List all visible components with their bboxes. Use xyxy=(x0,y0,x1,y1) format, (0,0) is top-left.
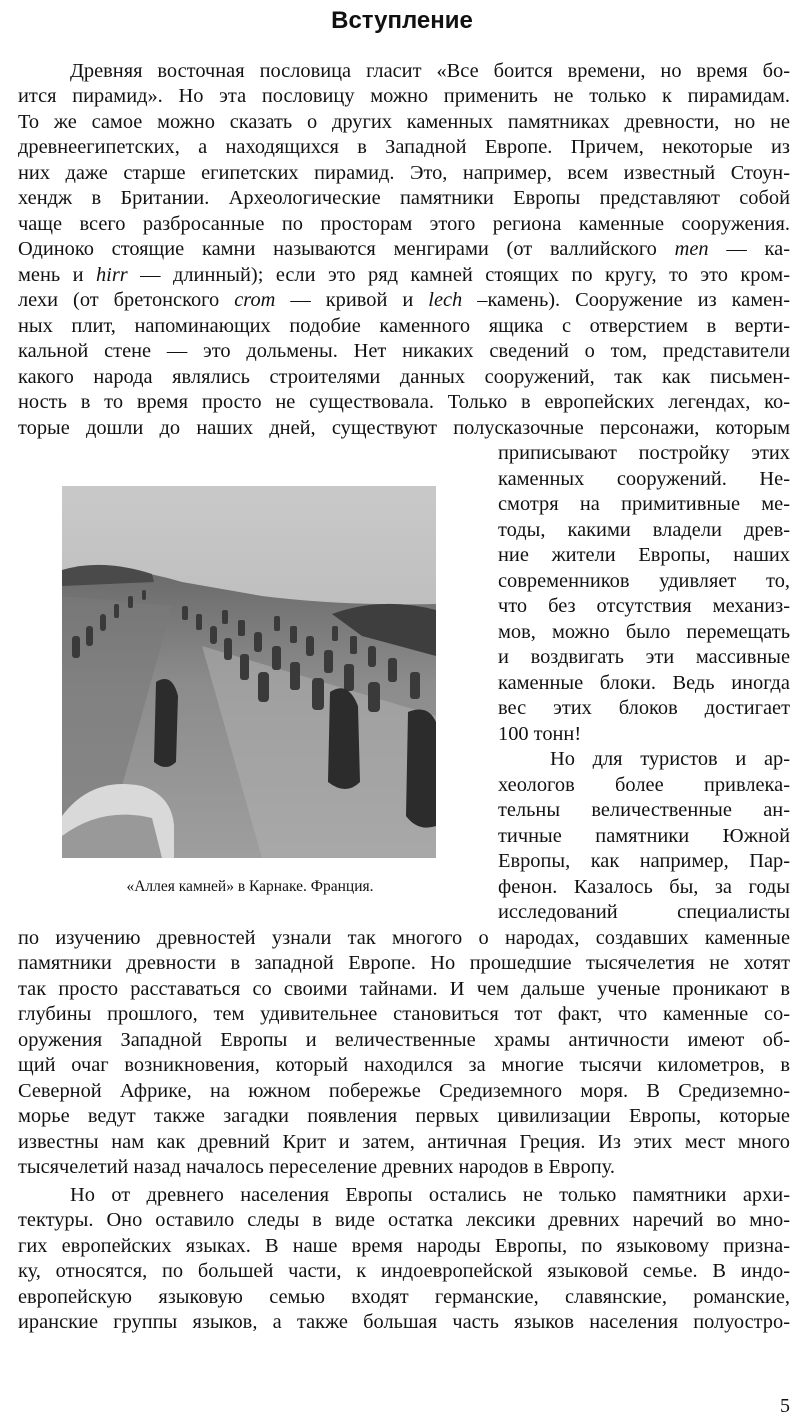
text-line: каменных сооружений. Не- xyxy=(498,468,790,490)
text-line: каменные блоки. Ведь иногда xyxy=(498,672,790,694)
carnac-stones-photo xyxy=(62,486,436,858)
text-line: них даже старше египетских пирамид. Это, например, всем известный Стоун- xyxy=(18,162,790,184)
text-line: хеологов более привлека- xyxy=(498,774,790,796)
text-line: европейскую языковую семью входят германские, славянские, романские, xyxy=(18,1286,790,1308)
text-line: памятники древности в западной Европе. Но прошедшие тысячелетия не хотят xyxy=(18,952,790,974)
text-line: по изучению древностей узнали так многого о народах, создавших каменные xyxy=(18,927,790,949)
text-line: щий очаг возникновения, который находился за многие тысячи километров, в xyxy=(18,1054,790,1076)
text-line: приписывают постройку этих xyxy=(498,442,790,464)
text-line: фенон. Казалось бы, за годы xyxy=(498,876,790,898)
text-line: ность в то время просто не существовала. Только в европейских легендах, ко- xyxy=(18,391,790,413)
text-line: хендж в Британии. Археологические памятники Европы представляют собой xyxy=(18,187,790,209)
text-line: Одиноко стоящие камни называются менгирами (от валлийского men — ка- xyxy=(18,238,790,260)
text-line: морье ведут также загадки появления первых цивилизации Европы, которые xyxy=(18,1105,790,1127)
text-line: исследований специалисты xyxy=(498,901,790,923)
text-line: чаще всего разбросанные по просторам этого региона каменные сооружения. xyxy=(18,213,790,235)
text-line: тысячелетий назад началось переселение древних народов в Европу. xyxy=(18,1156,615,1178)
photo-caption: «Аллея камней» в Карнаке. Франция. xyxy=(126,878,374,895)
text-line: древнеегипетских, а находящихся в Западной Европе. Причем, некоторые из xyxy=(18,136,790,158)
text-line: оружения Западной Европы и величественные храмы античности имеют об- xyxy=(18,1029,790,1051)
page-number: 5 xyxy=(780,1395,790,1417)
text-line: торые дошли до наших дней, существуют полусказочные персонажи, которым xyxy=(18,417,790,439)
text-line: современников удивляет то, xyxy=(498,570,790,592)
text-line: ку, относятся, по большей части, к индоевропейской языковой семье. В индо- xyxy=(18,1260,790,1282)
text-line: мень и hirr — длинный); если это ряд камней стоящих по кругу, то это кром- xyxy=(18,264,790,286)
text-line: так просто расставаться со своими тайнами. И чем дальше ученые проникают в xyxy=(18,978,790,1000)
text-line: гих европейских языках. В наше время народы Европы, по языковому призна- xyxy=(18,1235,790,1257)
text-line: тичные памятники Южной xyxy=(498,825,790,847)
text-line: ние жители Европы, наших xyxy=(498,544,790,566)
page-title: Вступление xyxy=(331,7,473,34)
text-line: глубины прошлого, тем удивительнее становиться тот факт, что каменные со- xyxy=(18,1003,790,1025)
text-line: Но для туристов и ар- xyxy=(550,748,790,770)
text-line: что без отсутствия механиз- xyxy=(498,595,790,617)
text-line: То же самое можно сказать о других каменных памятниках древности, но не xyxy=(18,111,790,133)
text-line: мов, можно было перемещать xyxy=(498,621,790,643)
text-line: Но от древнего населения Европы остались не только памятники архи- xyxy=(70,1184,790,1206)
text-line: кальной стене — это дольмены. Нет никаких сведений о том, представители xyxy=(18,340,790,362)
text-line: Северной Африке, на южном побережье Средиземного моря. В Средиземно- xyxy=(18,1080,790,1102)
text-line: иранские группы языков, а также большая часть языков населения полуостро- xyxy=(18,1311,790,1333)
text-line: вес этих блоков достигает xyxy=(498,697,790,719)
text-line: тектуры. Оно оставило следы в виде остатка лексики древних наречий во мно- xyxy=(18,1209,790,1231)
text-line: и воздвигать эти массивные xyxy=(498,646,790,668)
text-line: тельны величественные ан- xyxy=(498,799,790,821)
text-line: ных плит, напоминающих подобие каменного ящика с отверстием в верти- xyxy=(18,315,790,337)
text-line: лехи (от бретонского crom — кривой и lech –камень). Сооружение из камен- xyxy=(18,289,790,311)
text-line: смотря на примитивные ме- xyxy=(498,493,790,515)
text-line: ится пирамид». Но эта пословицу можно применить не только к пирамидам. xyxy=(18,85,790,107)
text-line: Древняя восточная пословица гласит «Все боится времени, но время бо- xyxy=(70,60,790,82)
text-line: какого народа являлись строителями данных сооружений, так как письмен- xyxy=(18,366,790,388)
text-line: тоды, какими владели древ- xyxy=(498,519,790,541)
text-line: известны нам как древний Крит и затем, античная Греция. Из этих мест много xyxy=(18,1131,790,1153)
text-line: 100 тонн! xyxy=(498,723,582,745)
text-line: Европы, как например, Пар- xyxy=(498,850,790,872)
